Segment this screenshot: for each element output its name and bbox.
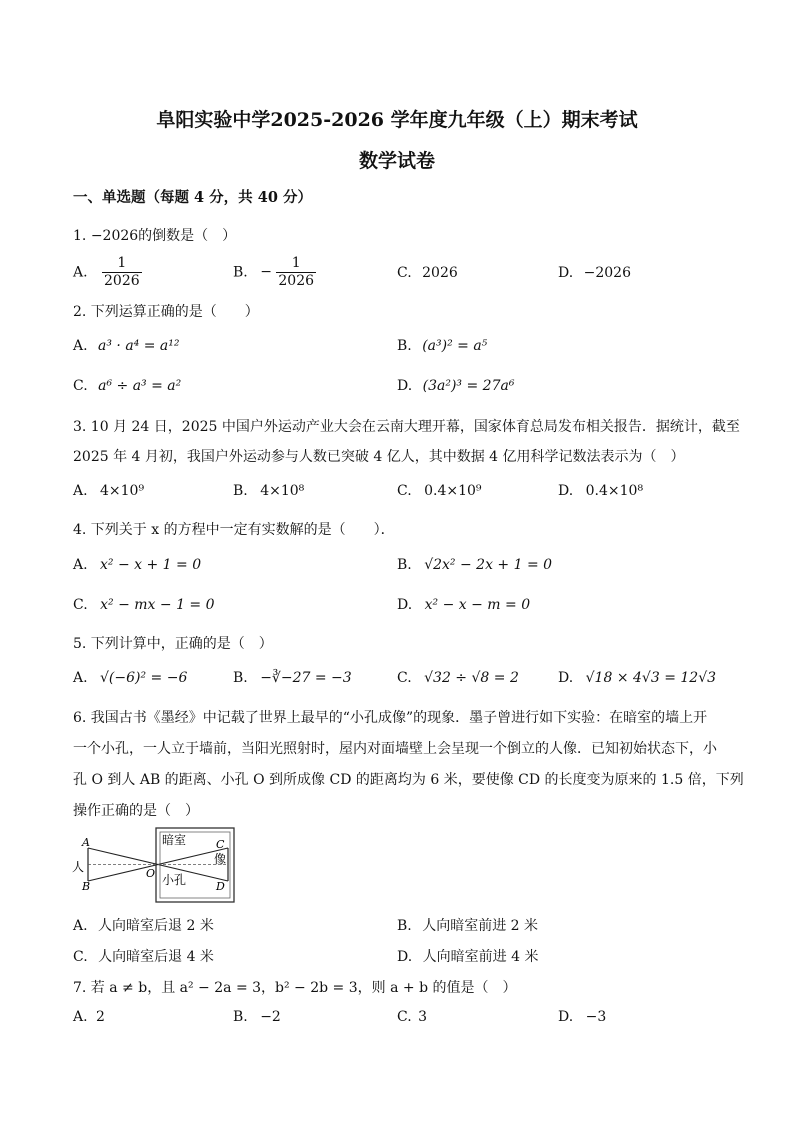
question-7-option-c: C. 3 xyxy=(397,1009,428,1025)
question-2-stem: 2. 下列运算正确的是（ ） xyxy=(73,304,259,320)
exam-title: 阜阳实验中学2025-2026 学年度九年级（上）期末考试 xyxy=(156,109,638,131)
question-3-option-a: A. 4×10⁹ xyxy=(73,483,145,499)
question-6-option-c: C. 人向暗室后退 4 米 xyxy=(73,949,214,965)
question-2-option-a: A. a³ · a⁴ = a¹² xyxy=(73,338,180,354)
image-label: 像 xyxy=(214,852,227,866)
question-1-option-a: A. $\frac{1}{2026}$ xyxy=(73,255,140,289)
question-3-option-d: D. 0.4×10⁸ xyxy=(558,483,644,499)
question-5-option-d: D. √18 × 4√3 = 12√3 xyxy=(558,670,717,686)
question-1-stem: 1. −2026的倒数是（ ） xyxy=(73,228,237,244)
question-5-option-a: A. √(−6)² = −6 xyxy=(73,670,188,686)
question-4-stem: 4. 下列关于 x 的方程中一定有实数解的是（ ）． xyxy=(73,522,395,538)
question-4-option-c: C. x² − mx − 1 = 0 xyxy=(73,597,215,613)
question-3-line-2: 2025 年 4 月初，我国户外运动参与人数已突破 4 亿人，其中数据 4 亿用科学记数法表示为（ ） xyxy=(73,449,685,465)
question-6-line-2: 一个小孔，一人立于墙前，当阳光照射时，屋内对面墙壁上会呈现一个倒立的人像．已知初始状态下，小 xyxy=(73,741,717,757)
question-2-option-b: B. (a³)² = a⁵ xyxy=(397,338,488,354)
question-5-option-c: C. √32 ÷ √8 = 2 xyxy=(397,670,519,686)
question-7-stem: 7. 若 a ≠ b，且 a² − 2a = 3，b² − 2b = 3，则 a + b 的值是（ ） xyxy=(73,980,517,996)
point-c-label: C xyxy=(216,838,225,851)
person-label: 人 xyxy=(72,860,85,874)
question-3-option-c: C. 0.4×10⁹ xyxy=(397,483,482,499)
question-1-option-d: D. −2026 xyxy=(558,265,631,281)
question-4-option-b: B. √2x² − 2x + 1 = 0 xyxy=(397,557,553,573)
question-6-line-4: 操作正确的是（ ） xyxy=(73,803,199,819)
question-3-option-b: B. 4×10⁸ xyxy=(233,483,305,499)
question-4-option-d: D. x² − x − m = 0 xyxy=(397,597,531,613)
fraction: $\frac{1}{2026}$ xyxy=(104,255,140,289)
question-3-line-1: 3. 10 月 24 日，2025 中国户外运动产业大会在云南大理开幕，国家体育总局发布相关报告．据统计，截至 xyxy=(73,419,740,435)
question-6-line-3: 孔 O 到人 AB 的距离、小孔 O 到所成像 CD 的距离均为 6 米，要使像 CD 的长度变为原来的 1.5 倍，下列 xyxy=(73,772,744,788)
question-7-option-d: D. −3 xyxy=(558,1009,607,1025)
question-2-option-d: D. (3a²)³ = 27a⁶ xyxy=(397,378,515,394)
room-label: 暗室 xyxy=(162,833,187,847)
question-7-option-a: A. 2 xyxy=(73,1009,105,1025)
question-6-line-1: 6. 我国古书《墨经》中记载了世界上最早的“小孔成像”的现象．墨子曾进行如下实验：在暗室的墙上开 xyxy=(73,710,708,726)
question-2-option-c: C. a⁶ ÷ a³ = a² xyxy=(73,378,182,394)
question-6-option-b: B. 人向暗室前进 2 米 xyxy=(397,918,539,934)
question-5-stem: 5. 下列计算中，正确的是（ ） xyxy=(73,636,273,652)
question-5-option-b: B. −∛−27 = −3 xyxy=(233,670,352,686)
point-b-label: B xyxy=(82,880,91,893)
question-1-option-c: C. 2026 xyxy=(397,265,458,281)
point-d-label: D xyxy=(216,880,225,893)
point-a-label: A xyxy=(82,836,90,849)
question-6-option-d: D. 人向暗室前进 4 米 xyxy=(397,949,539,965)
exam-subject: 数学试卷 xyxy=(358,150,435,172)
hole-label: 小孔 xyxy=(162,873,187,887)
fraction: $\frac{1}{2026}$ xyxy=(278,255,315,289)
question-7-option-b: B. −2 xyxy=(233,1009,281,1025)
question-6-option-a: A. 人向暗室后退 2 米 xyxy=(73,918,214,934)
question-4-option-a: A. x² − x + 1 = 0 xyxy=(73,557,202,573)
point-o-label: O xyxy=(146,867,156,880)
question-1-option-b: B. − $\frac{1}{2026}$ xyxy=(233,255,315,289)
pinhole-diagram xyxy=(70,826,240,906)
section-heading: 一、单选题（每题 4 分，共 40 分） xyxy=(73,189,312,206)
